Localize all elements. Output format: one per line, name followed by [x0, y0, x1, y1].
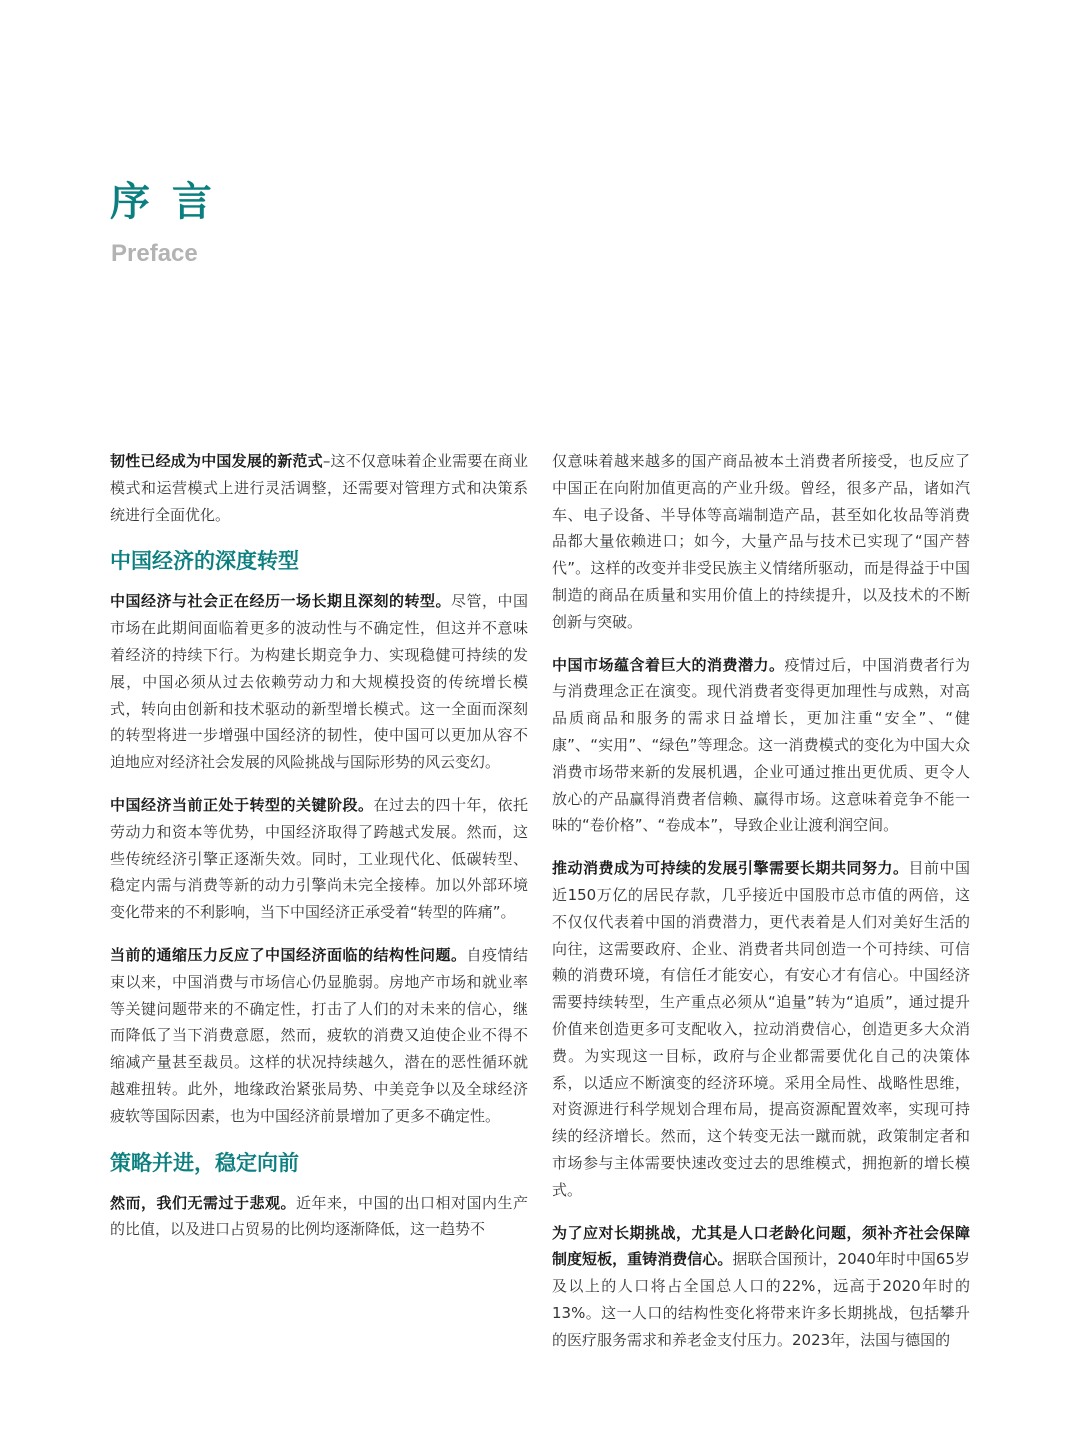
intro-text: –这不仅意味着企业需要在商业模式和运营模式上进行灵活调整，还需要对管理方式和决策系统进行全面优化。 — [110, 452, 528, 524]
paragraph-text: 自疫情结束以来，中国消费与市场信心仍显脆弱。房地产市场和就业率等关键问题带来的不确定性，打击了人们的对未来的信心，继而降低了当下消费意愿，然而，疲软的消费又迫使企业不得不缩减产量甚至裁员。这样的状况持续越久，潜在的恶性循环就越难扭转。此外，地缘政治紧张局势、中美竞争以及全球经济疲软等国际因素，也为中国经济前景增加了更多不确定性。 — [110, 945, 528, 1125]
paragraph-lead: 当前的通缩压力反应了中国经济面临的结构性问题。 — [110, 945, 467, 964]
paragraph-lead: 中国经济与社会正在经历一场长期且深刻的转型。 — [110, 592, 451, 611]
intro-lead: 韧性已经成为中国发展的新范式 — [110, 452, 323, 470]
paragraph-text: 仅意味着越来越多的国产商品被本土消费者所接受，也反应了中国正在向附加值更高的产业升级。曾经，很多产品，诸如汽车、电子设备、半导体等高端制造产品，甚至如化妆品等消费品都大量依赖进口；如今，大量产品与技术已实现了“国产替代”。这样的改变并非受民族主义情绪所驱动，而是得益于中国制造的商品在质量和实用价值上的持续提升，以及技术的不断创新与突破。 — [552, 452, 970, 631]
paragraph-lead: 推动消费成为可持续的发展引擎需要长期共同努力。 — [552, 859, 909, 878]
paragraph — [552, 855, 970, 1203]
paragraph-text: 尽管，中国市场在此期间面临着更多的波动性与不确定性，但这并不意味着经济的持续下行。为构建长期竞争力、实现稳健可持续的发展，中国必须从过去依赖劳动力和大规模投资的传统增长模式，转向由创新和技术驱动的新型增长模式。这一全面而深刻的转型将进一步增强中国经济的韧性，使中国可以更加从容不迫地应对经济社会发展的风险挑战与国际形势的风云变幻。 — [110, 592, 528, 772]
paragraph-lead: 中国经济当前正处于转型的关键阶段。 — [110, 795, 374, 814]
paragraph — [110, 588, 528, 776]
section-heading-strategy: 策略并进，稳定向前 — [110, 1150, 299, 1175]
paragraph — [552, 652, 970, 840]
paragraph-text: 在过去的四十年，依托劳动力和资本等优势，中国经济取得了跨越式发展。然而，这些传统经济引擎正逐渐失效。同时，工业现代化、低碳转型、稳定内需与消费等新的动力引擎尚未完全接棒。加以外部环境变化带来的不利影响，当下中国经济正承受着“转型的阵痛”。 — [110, 795, 528, 922]
paragraph-lead: 为了应对长期挑战，尤其是人口老龄化问题，须补齐社会保障制度短板，重铸消费信心。 — [552, 1223, 970, 1269]
right-column — [552, 448, 970, 1370]
left-column — [110, 448, 528, 1259]
paragraph-text: 目前中国近150万亿的居民存款，几乎接近中国股市总市值的两倍，这不仅仅代表着中国的消费潜力，更代表着是人们对美好生活的向往，这需要政府、企业、消费者共同创造一个可持续、可信赖的消费环境，有信任才能安心，有安心才有信心。中国经济需要持续转型，生产重点必须从“追量”转为“追质”，通过提升价值来创造更多可支配收入，拉动消费信心，创造更多大众消费。为实现这一目标，政府与企业都需要优化自己的决策体系，以适应不断演变的经济环境。采用全局性、战略性思维，对资源进行科学规划合理布局，提高资源配置效率，实现可持续的经济增长。然而，这个转变无法一蹴而就，政策制定者和市场参与主体需要快速改变过去的思维模式，拥抱新的增长模式。 — [552, 859, 970, 1199]
page-subtitle: Preface — [111, 240, 198, 267]
paragraph — [552, 448, 970, 636]
section-heading-transformation: 中国经济的深度转型 — [110, 549, 299, 574]
intro-paragraph — [110, 448, 528, 528]
paragraph — [110, 792, 528, 926]
paragraph-text: 据联合国预计，2040年时中国65岁及以上的人口将占全国总人口的22%，远高于2020年时的13%。这一人口的结构性变化将带来许多长期挑战，包括攀升的医疗服务需求和养老金支付压力。2023年，法国与德国的 — [552, 1250, 970, 1349]
paragraph-text: 近年来，中国的出口相对国内生产的比值，以及进口占贸易的比例均逐渐降低，这一趋势不 — [110, 1193, 528, 1239]
paragraph-text: 疫情过后，中国消费者行为与消费理念正在演变。现代消费者变得更加理性与成熟，对高品质商品和服务的需求日益增长，更加注重“安全”、“健康”、“实用”、“绿色”等理念。这一消费模式的变化为中国大众消费市场带来新的发展机遇，企业可通过推出更优质、更令人放心的产品赢得消费者信赖、赢得市场。这意味着竞争不能一味的“卷价格”、“卷成本”，导致企业让渡利润空间。 — [552, 655, 970, 835]
paragraph — [552, 1220, 970, 1354]
paragraph — [110, 1190, 528, 1244]
paragraph — [110, 942, 528, 1130]
paragraph-lead: 中国市场蕴含着巨大的消费潜力。 — [552, 655, 785, 674]
paragraph-lead: 然而，我们无需过于悲观。 — [110, 1193, 296, 1212]
page-title: 序 言 — [110, 179, 216, 225]
